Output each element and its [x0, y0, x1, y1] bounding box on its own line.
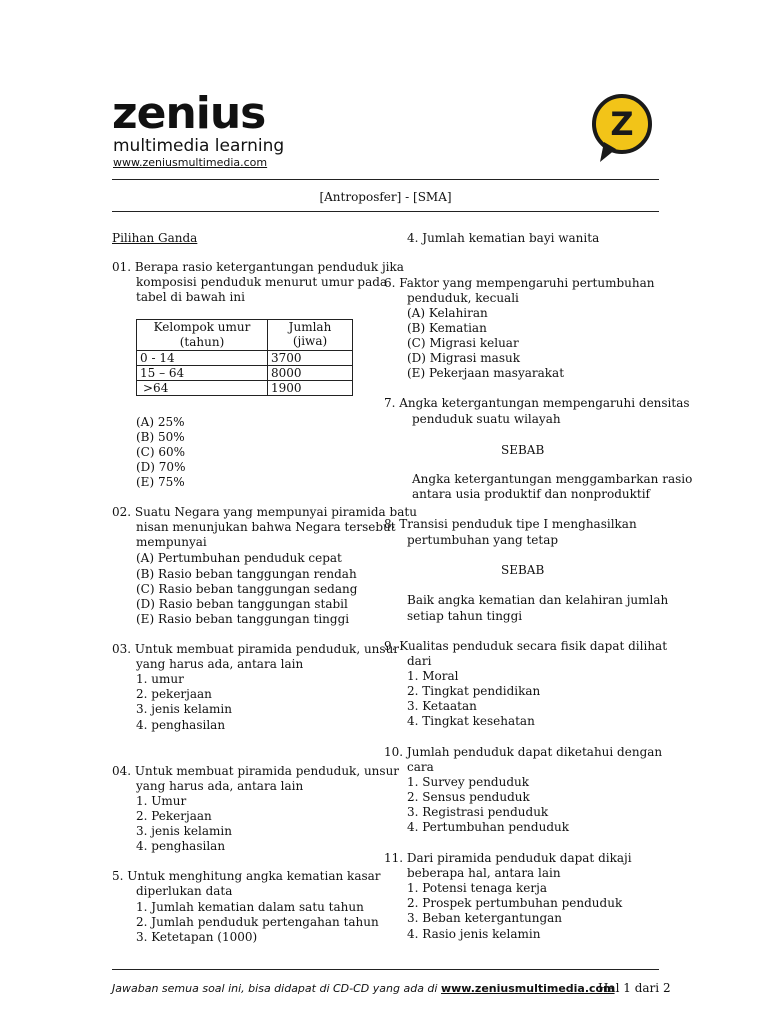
- answer-option: 4. Rasio jenis kelamin: [407, 927, 541, 941]
- table-row: [137, 351, 353, 366]
- question-text: nisan menunjukan bahwa Negara tersebut: [136, 520, 396, 534]
- question-text: 11. Dari piramida penduduk dapat dikaji: [384, 851, 632, 865]
- subject-title: [Antroposfer] - [SMA]: [319, 190, 452, 204]
- reason-text: Baik angka kematian dan kelahiran jumlah: [407, 593, 669, 607]
- table-row: [137, 366, 353, 381]
- answer-option: 4. Tingkat kesehatan: [407, 714, 535, 728]
- question-text: 9. Kualitas penduduk secara fisik dapat dilihat: [384, 639, 668, 653]
- sebab-label: SEBAB: [501, 563, 545, 577]
- answer-option: 4. Pertumbuhan penduduk: [407, 820, 570, 834]
- question-text: 5. Untuk menghitung angka kematian kasar: [112, 869, 381, 883]
- answer-option: 2. pekerjaan: [136, 687, 212, 701]
- question-text: tabel di bawah ini: [136, 290, 245, 304]
- question-text: beberapa hal, antara lain: [407, 866, 561, 880]
- brand-url-link[interactable]: www.zeniusmultimedia.com: [113, 156, 268, 169]
- question-text: yang harus ada, antara lain: [136, 657, 304, 671]
- answer-option: (E) Rasio beban tanggungan tinggi: [136, 612, 350, 626]
- question-text: pertumbuhan yang tetap: [407, 533, 559, 547]
- answer-option: (B) Kematian: [407, 321, 487, 335]
- answer-option: (E) Pekerjaan masyarakat: [407, 366, 565, 380]
- answer-option: 3. jenis kelamin: [136, 824, 232, 838]
- question-text: 01. Berapa rasio ketergantungan penduduk jika: [112, 260, 404, 274]
- table-row: [137, 381, 353, 396]
- table-cell: 15 – 64: [137, 366, 268, 381]
- answer-option: 3. Ketetapan (1000): [136, 930, 258, 944]
- brand-logo-wordmark: zenius: [112, 88, 266, 139]
- table-cell: 0 - 14: [137, 351, 268, 366]
- answer-option: (A) Pertumbuhan penduduk cepat: [136, 551, 342, 565]
- question-text: 6. Faktor yang mempengaruhi pertumbuhan: [384, 276, 655, 290]
- answer-option: (C) 60%: [136, 445, 186, 459]
- table-cell: 8000: [268, 366, 353, 381]
- answer-option: (D) Rasio beban tanggungan stabil: [136, 597, 348, 611]
- footer-url-link[interactable]: www.zeniusmultimedia.com: [440, 982, 615, 995]
- question-text: 03. Untuk membuat piramida penduduk, unsur: [112, 642, 400, 656]
- answer-option: 4. penghasilan: [136, 718, 226, 732]
- question-text: dari: [407, 654, 432, 668]
- reason-text: Angka ketergantungan menggambarkan rasio: [412, 472, 693, 486]
- question-text: diperlukan data: [136, 884, 233, 898]
- answer-option: 2. Prospek pertumbuhan penduduk: [407, 896, 623, 910]
- answer-option: 3. Registrasi penduduk: [407, 805, 549, 819]
- answer-option: (C) Rasio beban tanggungan sedang: [136, 582, 358, 596]
- answer-option: (D) Migrasi masuk: [407, 351, 520, 365]
- answer-option: (E) 75%: [136, 475, 185, 489]
- answer-option: (C) Migrasi keluar: [407, 336, 519, 350]
- answer-option: 2. Tingkat pendidikan: [407, 684, 541, 698]
- answer-option: 1. Potensi tenaga kerja: [407, 881, 547, 895]
- section-title: Pilihan Ganda: [112, 231, 198, 245]
- page-number: Hal 1 dari 2: [598, 981, 671, 995]
- question-text: penduduk suatu wilayah: [412, 412, 561, 426]
- brand-tagline: multimedia learning: [113, 136, 285, 156]
- answer-option: 1. Survey penduduk: [407, 775, 530, 789]
- answer-option: 3. Beban ketergantungan: [407, 911, 563, 925]
- answer-option: (B) 50%: [136, 430, 185, 444]
- footer-rule: [112, 969, 659, 970]
- answer-option: 1. Umur: [136, 794, 187, 808]
- answer-option: 1. Moral: [407, 669, 459, 683]
- question-text: yang harus ada, antara lain: [136, 779, 304, 793]
- reason-text: setiap tahun tinggi: [407, 609, 523, 623]
- reason-text: antara usia produktif dan nonproduktif: [412, 487, 650, 501]
- question-text: penduduk, kecuali: [407, 291, 519, 305]
- footer-note-text: Jawaban semua soal ini, bisa didapat di CD-CD yang ada di: [112, 982, 441, 995]
- question-text: mempunyai: [136, 535, 207, 549]
- question-text: 8. Transisi penduduk tipe I menghasilkan: [384, 517, 637, 531]
- table-header-cell: [137, 320, 268, 351]
- table-cell: 1900: [268, 381, 353, 396]
- population-table: [136, 319, 353, 396]
- question-text: 02. Suatu Negara yang mempunyai piramida batu: [112, 505, 417, 519]
- zenius-badge-icon: [590, 92, 656, 166]
- table-header-line: Kelompok umur: [153, 320, 251, 334]
- answer-option: 2. Sensus penduduk: [407, 790, 530, 804]
- question-text: 04. Untuk membuat piramida penduduk, unsur: [112, 764, 400, 778]
- answer-option: 2. Jumlah penduduk pertengahan tahun: [136, 915, 379, 929]
- header-rule-top: [112, 179, 659, 180]
- answer-option: 4. penghasilan: [136, 839, 226, 853]
- footer-note: [112, 982, 615, 995]
- answer-option: 3. jenis kelamin: [136, 702, 232, 716]
- question-text: komposisi penduduk menurut umur pada: [136, 275, 388, 289]
- question-text: cara: [407, 760, 434, 774]
- answer-option: (B) Rasio beban tanggungan rendah: [136, 567, 357, 581]
- header-rule-bottom: [112, 211, 659, 212]
- sebab-label: SEBAB: [501, 443, 545, 457]
- answer-option: 4. Jumlah kematian bayi wanita: [407, 231, 600, 245]
- answer-option: (D) 70%: [136, 460, 186, 474]
- table-cell: 3700: [268, 351, 353, 366]
- table-cell: >64: [137, 381, 268, 396]
- answer-option: 1. Jumlah kematian dalam satu tahun: [136, 900, 364, 914]
- table-header-cell: Jumlah (jiwa): [268, 320, 353, 351]
- badge-letter: Z: [610, 105, 634, 143]
- question-text: 7. Angka ketergantungan mempengaruhi densitas: [384, 396, 690, 410]
- answer-option: (A) Kelahiran: [407, 306, 488, 320]
- question-text: 10. Jumlah penduduk dapat diketahui dengan: [384, 745, 663, 759]
- answer-option: 1. umur: [136, 672, 184, 686]
- table-header-line: (tahun): [179, 335, 225, 349]
- answer-option: (A) 25%: [136, 415, 185, 429]
- answer-option: 2. Pekerjaan: [136, 809, 212, 823]
- answer-option: 3. Ketaatan: [407, 699, 477, 713]
